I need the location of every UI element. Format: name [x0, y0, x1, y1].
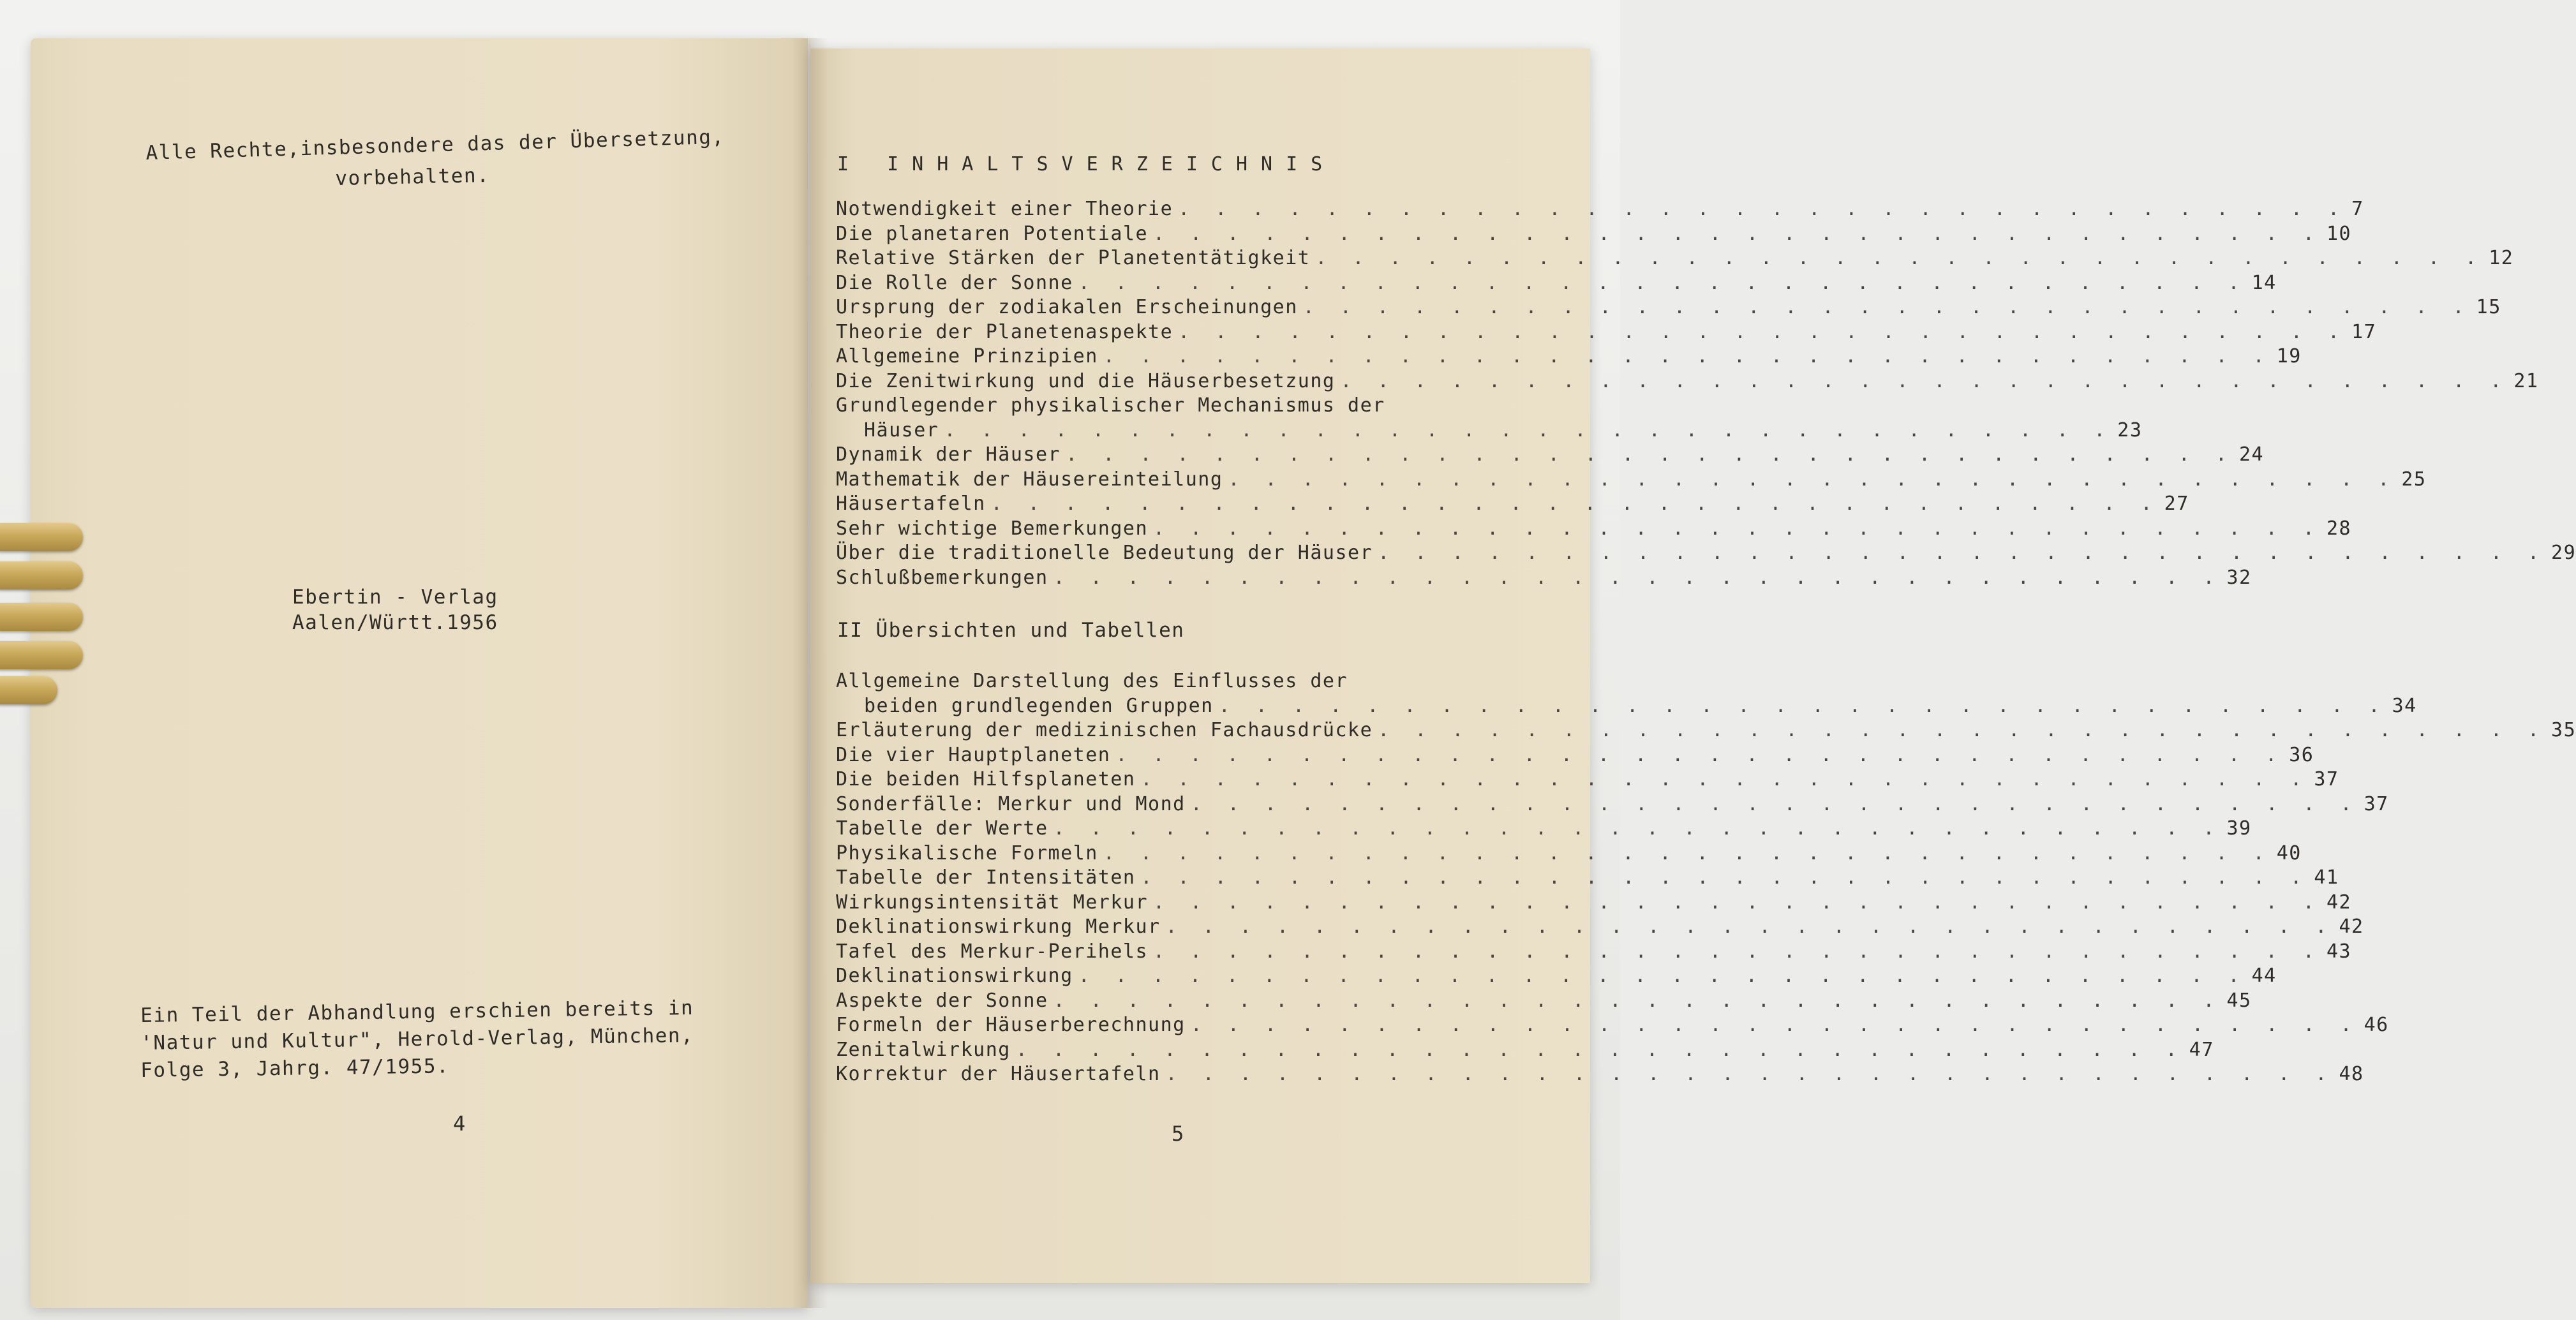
toc-entry-title: Mathematik der Häusereinteilung: [836, 468, 1223, 491]
toc-entry-title: Tabelle der Werte: [836, 817, 1048, 840]
toc-dot-leader: . . . . . . . . . . . . . . . . . . . . . . . . . . . . . . . .: [1103, 345, 2272, 367]
toc-entry: [836, 842, 2302, 867]
toc-entry: [836, 1014, 2389, 1039]
toc-dot-leader: . . . . . . . . . . . . . . . . . . . . . . . . . . . . . . . .: [1053, 566, 2222, 589]
toc-entry-title: Allgemeine Prinzipien: [836, 345, 1098, 367]
toc-entry-page-number: 43: [2326, 940, 2352, 963]
toc-entry: [836, 419, 2143, 444]
toc-dot-leader: . . . . . . . . . . . . . . . . . . . . . . . . . . . . . . . .: [1165, 916, 2334, 938]
toc-entry: [836, 891, 2352, 916]
rights-notice-line-2: vorbehalten.: [335, 163, 490, 190]
toc-entry-page-number: 25: [2401, 468, 2427, 491]
toc-dot-leader: . . . . . . . . . . . . . . . . . . . . . . . . . . . . . . . .: [1228, 468, 2397, 491]
toc-entry-page-number: 36: [2289, 743, 2314, 766]
toc-entry-page-number: 44: [2251, 965, 2277, 987]
toc-dot-leader: . . . . . . . . . . . . . . . . . . . . . . . . . . . . . . . .: [1165, 1063, 2334, 1085]
toc-entry-page-number: 47: [2189, 1038, 2214, 1061]
book-gutter: [791, 38, 828, 1308]
publication-note-line-1: Ein Teil der Abhandlung erschien bereits in: [140, 996, 694, 1027]
publication-note-line-2: 'Natur und Kultur", Herold-Verlag, München,: [140, 1023, 694, 1055]
toc-heading: I INHALTSVERZEICHNIS: [837, 153, 1336, 175]
page-number-left: 4: [453, 1111, 466, 1136]
toc-entry: [836, 345, 2302, 370]
toc-entry: [836, 1038, 2214, 1064]
toc-dot-leader: . . . . . . . . . . . . . . . . . . . . . . . . . . . . . . . .: [1218, 694, 2387, 717]
toc-entry-title: Die Rolle der Sonne: [836, 271, 1073, 294]
toc-entry-page-number: 37: [2314, 768, 2339, 790]
toc-entry-title: Häusertafeln: [836, 493, 986, 515]
toc-entry: [836, 719, 2576, 744]
toc-entry: [836, 1063, 2364, 1088]
toc-dot-leader: . . . . . . . . . . . . . . . . . . . . . . . . . . . . . . . .: [1115, 743, 2284, 766]
toc-entry-page-number: 34: [2392, 694, 2417, 717]
binding-ring: [0, 523, 83, 551]
toc-dot-leader: . . . . . . . . . . . . . . . . . . . . . . . . . . . . . . . .: [1153, 940, 2321, 963]
toc-dot-leader: . . . . . . . . . . . . . . . . . . . . . . . . . . . . . . . .: [1178, 320, 2347, 343]
toc-entry: [836, 517, 2352, 542]
toc-dot-leader: . . . . . . . . . . . . . . . . . . . . . . . . . . . . . . . .: [1340, 369, 2509, 392]
toc-dot-leader: . . . . . . . . . . . . . . . . . . . . . . . . . . . . . . . .: [1315, 247, 2484, 269]
toc-entry-page-number: 48: [2339, 1063, 2364, 1085]
toc-entry: [836, 198, 2364, 223]
toc-entry: [836, 940, 2352, 965]
toc-entry-title: Allgemeine Darstellung des Einflusses der: [836, 670, 1348, 692]
toc-entry-page-number: 41: [2314, 866, 2339, 889]
toc-entry-page-number: 37: [2364, 792, 2389, 815]
toc-entry-page-number: 46: [2364, 1014, 2389, 1036]
toc-entry: [836, 768, 2339, 793]
toc-entry-title: Tafel des Merkur-Perihels: [836, 940, 1149, 963]
toc-entry-title: Erläuterung der medizinischen Fachausdrücke: [836, 719, 1373, 741]
toc-entry: [836, 792, 2389, 818]
toc-entry: [836, 247, 2514, 272]
toc-dot-leader: . . . . . . . . . . . . . . . . . . . . . . . . . . . . . . . .: [1153, 222, 2321, 245]
toc-entry-page-number: 15: [2476, 296, 2501, 318]
binding-ring: [0, 676, 57, 704]
toc-dot-leader: . . . . . . . . . . . . . . . . . . . . . . . . . . . . . . . .: [1378, 719, 2547, 741]
toc-entry-title: Die Zenitwirkung und die Häuserbesetzung: [836, 369, 1336, 392]
toc-entry: [836, 468, 2427, 493]
toc-entry: [836, 817, 2252, 842]
toc-entry-title: Zenitalwirkung: [836, 1038, 1011, 1061]
toc-dot-leader: . . . . . . . . . . . . . . . . . . . . . . . . . . . . . . . .: [1078, 271, 2247, 294]
toc-entry: [836, 743, 2314, 769]
toc-entry-page-number: 7: [2351, 198, 2364, 220]
toc-entry-page-number: 35: [2551, 719, 2576, 741]
toc-entry-page-number: 12: [2489, 247, 2514, 269]
toc-entry: [836, 866, 2339, 891]
toc-entry-title: Relative Stärken der Planetentätigkeit: [836, 247, 1311, 269]
toc-entry-title: Ursprung der zodiakalen Erscheinungen: [836, 296, 1298, 318]
page-number-right: 5: [1172, 1122, 1185, 1146]
publication-note-line-3: Folge 3, Jahrg. 47/1955.: [140, 1055, 450, 1082]
toc-entry: [836, 394, 1497, 419]
toc-entry-page-number: 10: [2326, 222, 2352, 245]
toc-entry-title: Sonderfälle: Merkur und Mond: [836, 792, 1186, 815]
toc-dot-leader: . . . . . . . . . . . . . . . . . . . . . . . . . . . . . . . .: [1302, 296, 2471, 318]
toc-dot-leader: . . . . . . . . . . . . . . . . . . . . . . . . . . . . . . . .: [1066, 443, 2234, 466]
left-page: [31, 38, 808, 1308]
binding-ring: [0, 561, 83, 590]
toc-dot-leader: . . . . . . . . . . . . . . . . . . . . . . . . . . . . . . . .: [1140, 866, 2309, 889]
toc-entry-page-number: 39: [2226, 817, 2252, 840]
toc-entry-page-number: 45: [2226, 989, 2252, 1012]
toc-entry-title: Notwendigkeit einer Theorie: [836, 198, 1173, 220]
toc-entry-title: Sehr wichtige Bemerkungen: [836, 517, 1149, 540]
toc-dot-leader: . . . . . . . . . . . . . . . . . . . . . . . . . . . . . . . .: [1103, 842, 2272, 864]
toc-dot-leader: . . . . . . . . . . . . . . . . . . . . . . . . . . . . . . . .: [1140, 768, 2309, 790]
toc-section-1: [836, 198, 2576, 591]
toc-entry-page-number: 42: [2339, 916, 2364, 938]
toc-entry-title: Korrektur der Häusertafeln: [836, 1063, 1161, 1085]
toc-entry: [836, 222, 2352, 248]
toc-entry-title: Häuser: [864, 419, 939, 441]
toc-entry-title: Über die traditionelle Bedeutung der Häuser: [836, 542, 1373, 564]
toc-entry: [836, 320, 2377, 346]
toc-entry-title: Formeln der Häuserberechnung: [836, 1014, 1186, 1036]
toc-entry: [836, 493, 2189, 517]
toc-dot-leader: . . . . . . . . . . . . . . . . . . . . . . . . . . . . . . . .: [1190, 1014, 2359, 1036]
toc-dot-leader: . . . . . . . . . . . . . . . . . . . . . . . . . . . . . . . .: [1053, 989, 2222, 1012]
toc-entry-title: Deklinationswirkung Merkur: [836, 916, 1161, 938]
toc-entry: [836, 443, 2265, 468]
toc-entry-page-number: 32: [2226, 566, 2252, 589]
toc-entry-title: Physikalische Formeln: [836, 842, 1098, 864]
toc-section-2: [836, 670, 2576, 1088]
toc-dot-leader: . . . . . . . . . . . . . . . . . . . . . . . . . . . . . . . .: [1053, 817, 2222, 840]
toc-entry: [836, 965, 2277, 990]
binding-ring: [0, 603, 83, 631]
toc-entry: [836, 296, 2501, 321]
toc-entry: [836, 694, 2417, 720]
toc-dot-leader: . . . . . . . . . . . . . . . . . . . . . . . . . . . . . . . .: [1015, 1038, 2184, 1061]
toc-entry: [836, 542, 2576, 567]
publisher-place-year: Aalen/Württ.1956: [292, 611, 498, 634]
toc-entry-title: Die planetaren Potentiale: [836, 222, 1149, 245]
rights-notice-line-1: Alle Rechte,insbesondere das der Übersetzung,: [145, 125, 726, 165]
toc-entry-title: Wirkungsintensität Merkur: [836, 891, 1149, 914]
toc-entry-page-number: 40: [2276, 842, 2302, 864]
toc-dot-leader: . . . . . . . . . . . . . . . . . . . . . . . . . . . . . . . .: [1178, 198, 2347, 220]
toc-entry-page-number: 14: [2251, 271, 2277, 294]
toc-entry-page-number: 17: [2351, 320, 2377, 343]
toc-entry-page-number: 29: [2551, 542, 2576, 564]
toc-entry-page-number: 23: [2117, 419, 2143, 441]
toc-dot-leader: . . . . . . . . . . . . . . . . . . . . . . . . . . . . . . . .: [1190, 792, 2359, 815]
toc-entry-page-number: 24: [2239, 443, 2265, 466]
toc-dot-leader: . . . . . . . . . . . . . . . . . . . . . . . . . . . . . . . .: [1078, 965, 2247, 987]
toc-entry-page-number: 27: [2164, 493, 2189, 515]
toc-entry-title: Tabelle der Intensitäten: [836, 866, 1136, 889]
toc-entry: [836, 670, 1497, 695]
toc-entry-title: Die vier Hauptplaneten: [836, 743, 1111, 766]
toc-entry-page-number: 42: [2326, 891, 2352, 914]
toc-entry-title: Dynamik der Häuser: [836, 443, 1061, 466]
toc-dot-leader: . . . . . . . . . . . . . . . . . . . . . . . . . . . . . . . .: [1153, 517, 2321, 540]
toc-entry-page-number: 28: [2326, 517, 2352, 540]
toc-dot-leader: . . . . . . . . . . . . . . . . . . . . . . . . . . . . . . . .: [1153, 891, 2321, 914]
toc-entry-title: Schlußbemerkungen: [836, 566, 1048, 589]
binding-ring: [0, 641, 83, 669]
toc-dot-leader: . . . . . . . . . . . . . . . . . . . . . . . . . . . . . . . .: [1378, 542, 2547, 564]
toc-entry-title: beiden grundlegenden Gruppen: [864, 694, 1214, 717]
toc-entry: [836, 916, 2364, 940]
publisher-name: Ebertin - Verlag: [292, 586, 498, 609]
toc-entry-title: Die beiden Hilfsplaneten: [836, 768, 1136, 790]
toc-entry-title: Aspekte der Sonne: [836, 989, 1048, 1012]
toc-dot-leader: . . . . . . . . . . . . . . . . . . . . . . . . . . . . . . . .: [990, 493, 2159, 515]
toc-entry-title: Theorie der Planetenaspekte: [836, 320, 1173, 343]
toc-section-2-heading: II Übersichten und Tabellen: [837, 619, 1185, 642]
toc-entry: [836, 989, 2252, 1014]
toc-entry-title: Grundlegender physikalischer Mechanismus der: [836, 394, 1385, 417]
toc-entry: [836, 566, 2252, 591]
toc-entry: [836, 369, 2539, 395]
toc-entry: [836, 271, 2277, 297]
toc-entry-page-number: 19: [2276, 345, 2302, 367]
toc-dot-leader: . . . . . . . . . . . . . . . . . . . . . . . . . . . . . . . .: [944, 419, 2113, 441]
toc-entry-title: Deklinationswirkung: [836, 965, 1073, 987]
toc-entry-page-number: 21: [2513, 369, 2539, 392]
